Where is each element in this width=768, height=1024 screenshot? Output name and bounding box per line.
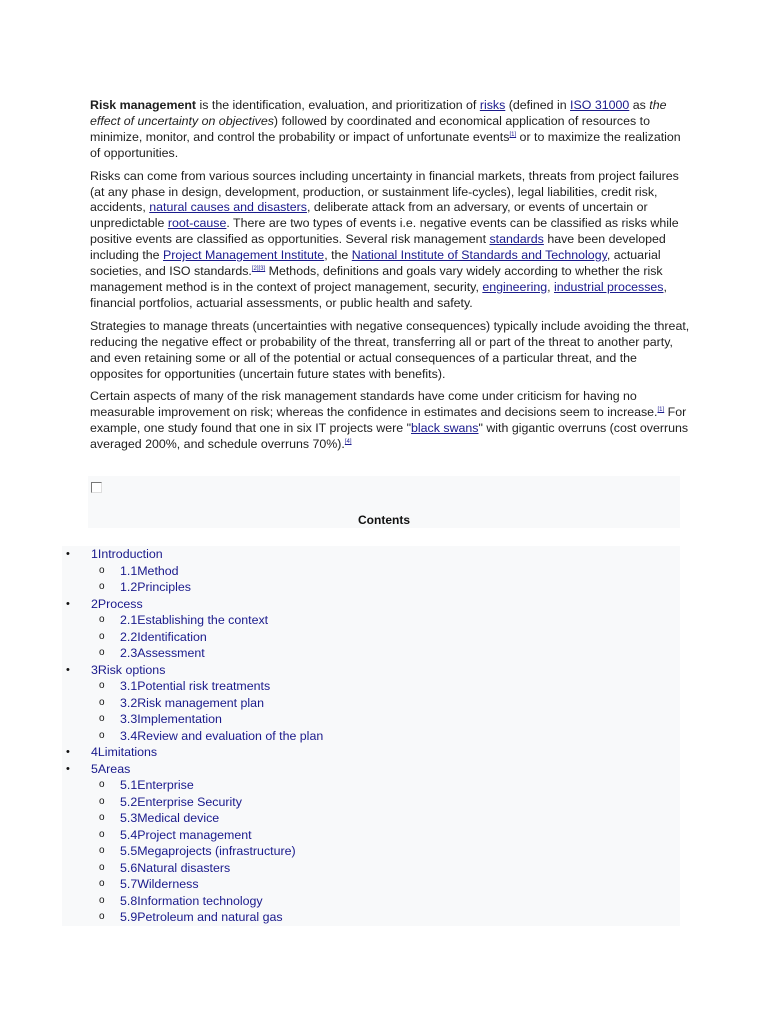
toc-item-2[interactable] [62,596,680,613]
toc-item-3-3[interactable] [62,711,680,728]
link-standards[interactable]: standards [489,232,544,247]
toc-item-5-6[interactable] [62,860,680,877]
toc-link[interactable]: Review and evaluation of the plan [137,728,324,743]
toc-item-5-1[interactable] [62,777,680,794]
toc-item-5-3[interactable] [62,810,680,827]
sub-bullet-marker: o [99,845,105,856]
toc-link[interactable]: Megaprojects (infrastructure) [137,844,296,858]
toc-item-5-5[interactable] [62,843,680,860]
link-pmi[interactable]: Project Management Institute [163,248,325,263]
toc-link[interactable]: Assessment [137,646,205,660]
toc-item-3-2[interactable] [62,695,680,712]
sub-bullet-marker: o [99,795,105,807]
toc-link[interactable]: Identification [137,629,207,644]
toc-link[interactable]: Enterprise [137,778,194,792]
toc-header [88,476,680,528]
toc-title: Contents [358,513,410,527]
toc-link[interactable]: Medical device [137,811,220,825]
toc-number: 5.5 [120,844,138,858]
link-natural-causes[interactable]: natural causes and disasters [149,200,307,215]
toc-item-1-1[interactable] [62,563,680,580]
emphasis-definition: the effect of uncertainty on objectives [90,98,667,128]
term-bold: Risk management [90,98,197,112]
sub-bullet-marker: o [99,614,105,625]
toc-item-3[interactable] [62,662,680,679]
toc-number: 5 [91,761,98,776]
sub-bullet-marker: o [99,861,105,873]
toc-item-3-4[interactable] [62,728,680,745]
citation-4[interactable]: [4] [344,439,352,446]
sub-bullet-marker: o [99,713,105,724]
bullet-marker: • [66,663,70,676]
link-risks[interactable]: risks [479,98,506,112]
toc-link[interactable]: Potential risk treatments [137,679,271,693]
toc-item-5[interactable] [62,761,680,778]
toc-item-2-1[interactable] [62,612,680,629]
toc-toggle-checkbox[interactable] [91,482,102,493]
toc-item-1-2[interactable] [62,579,680,596]
link-engineering[interactable]: engineering [482,279,548,294]
sub-bullet-marker: o [99,878,105,889]
citation-2-3[interactable]: [2][3] [251,266,266,273]
toc-link[interactable]: Project management [137,827,252,842]
toc-link[interactable]: Implementation [137,712,222,726]
toc-item-5-7[interactable] [62,876,680,893]
toc-number: 4 [91,745,98,759]
toc-number: 2.3 [120,646,138,660]
toc-item-5-9[interactable] [62,909,680,926]
toc-link[interactable]: Process [97,596,143,611]
paragraph-criticism: Certain aspects of many of the risk management standards have come under criticism for having no measurable improvement on risk; whereas the confidence in estimates and decisions seem to increase.[1] For example, one study found that one in six IT projects were "black swans" with gigantic overruns (cost overruns averaged 200%, and schedule overruns 70%).[4] [90,389,689,452]
toc-number: 5.4 [120,827,138,842]
citation-1[interactable]: [1] [509,131,517,138]
toc-link[interactable]: Principles [137,580,191,594]
sub-bullet-marker: o [99,680,105,691]
link-black-swans[interactable]: black swans [411,421,479,436]
toc-number: 1.1 [120,563,138,578]
toc-link[interactable]: Method [137,563,179,578]
toc-link[interactable]: Limitations [97,745,158,759]
toc-number: 3.4 [120,728,138,743]
toc-number: 5.8 [120,893,138,908]
toc-list [62,546,680,926]
toc-item-2-2[interactable] [62,629,680,646]
toc-link[interactable]: Information technology [137,893,263,908]
link-industrial-processes[interactable]: industrial processes [554,279,664,294]
toc-link[interactable]: Risk management plan [137,695,264,710]
toc-item-5-4[interactable] [62,827,680,844]
toc-item-1[interactable] [62,546,680,563]
toc-number: 5.7 [120,877,138,891]
toc-number: 3 [91,662,98,677]
toc-number: 5.1 [120,778,138,792]
sub-bullet-marker: o [99,779,105,790]
sub-bullet-marker: o [99,729,105,741]
toc-link[interactable]: Petroleum and natural gas [137,910,283,924]
bullet-marker: • [66,548,70,560]
toc-number: 3.2 [120,695,138,710]
toc-number: 5.9 [120,910,138,924]
toc-item-5-8[interactable] [62,893,680,910]
article-body [90,98,690,460]
toc-number: 5.2 [120,794,138,809]
bullet-marker: • [66,762,70,775]
toc-number: 5.3 [120,811,138,825]
toc-number: 5.6 [120,860,138,875]
toc-number: 1.2 [120,580,138,594]
toc-link[interactable]: Risk options [97,662,166,677]
sub-bullet-marker: o [99,812,105,823]
link-root-cause[interactable]: root-cause [167,216,227,231]
toc-link[interactable]: Establishing the context [137,613,269,627]
link-iso-31000[interactable]: ISO 31000 [570,98,630,112]
toc-number: 2 [91,596,98,611]
citation-1b[interactable]: [1] [657,407,665,414]
toc-number: 3.3 [120,712,138,726]
link-nist[interactable]: National Institute of Standards and Technology [351,248,607,263]
sub-bullet-marker: o [99,581,105,592]
sub-bullet-marker: o [99,647,105,658]
bullet-marker: • [66,597,70,610]
toc-number: 2.1 [120,613,138,627]
toc-item-5-2[interactable] [62,794,680,811]
toc-number: 1 [91,547,98,561]
sub-bullet-marker: o [99,564,105,576]
toc-link[interactable]: Areas [97,761,131,776]
sub-bullet-marker: o [99,828,105,840]
toc-number: 2.2 [120,629,138,644]
toc-link[interactable]: Wilderness [137,877,199,891]
sub-bullet-marker: o [99,911,105,922]
toc-number: 3.1 [120,679,138,693]
sub-bullet-marker: o [99,894,105,906]
toc-link[interactable]: Introduction [97,547,163,561]
toc-link[interactable]: Enterprise Security [137,794,242,809]
toc-link[interactable]: Natural disasters [137,860,231,875]
paragraph-intro: Risk management is the identification, evaluation, and prioritization of risks (defined in ISO 31000 as the effect of uncertainty on objectives) followed by coordinated and economical application of resources to minimize, monitor, and control the probability or impact of unfortunate events[1] or to maximize the realization of opportunities. [90,98,681,160]
bullet-marker: • [66,746,70,758]
toc-item-2-3[interactable] [62,645,680,662]
sub-bullet-marker: o [99,696,105,708]
toc-item-4[interactable] [62,744,680,761]
paragraph-sources: Risks can come from various sources including uncertainty in financial markets, threats from project failures (at any phase in design, development, production, or sustainment life-cycles), legal liabilities, credit risk, accidents, natural causes and disasters, deliberate attack from an adversary, or events of uncertain or unpredictable root-cause. There are two types of events i.e. negative events can be classified as risks while positive events are classified as opportunities. Several risk management standards have been developed including the Project Management Institute, the National Institute of Standards and Technology, actuarial societies, and ISO standards.[2][3] Methods, definitions and goals vary widely according to whether the risk management method is in the context of project management, security, engineering, industrial processes, financial portfolios, actuarial assessments, or public health and safety. [90,168,679,310]
paragraph-strategies: Strategies to manage threats (uncertainties with negative consequences) typically include avoiding the threat, reducing the negative effect or probability of the threat, transferring all or part of the threat to another party, and even retaining some or all of the potential or actual consequences of a particular threat, and the opposites for opportunities (uncertain future states with benefits). [90,318,690,381]
toc-item-3-1[interactable] [62,678,680,695]
sub-bullet-marker: o [99,630,105,642]
